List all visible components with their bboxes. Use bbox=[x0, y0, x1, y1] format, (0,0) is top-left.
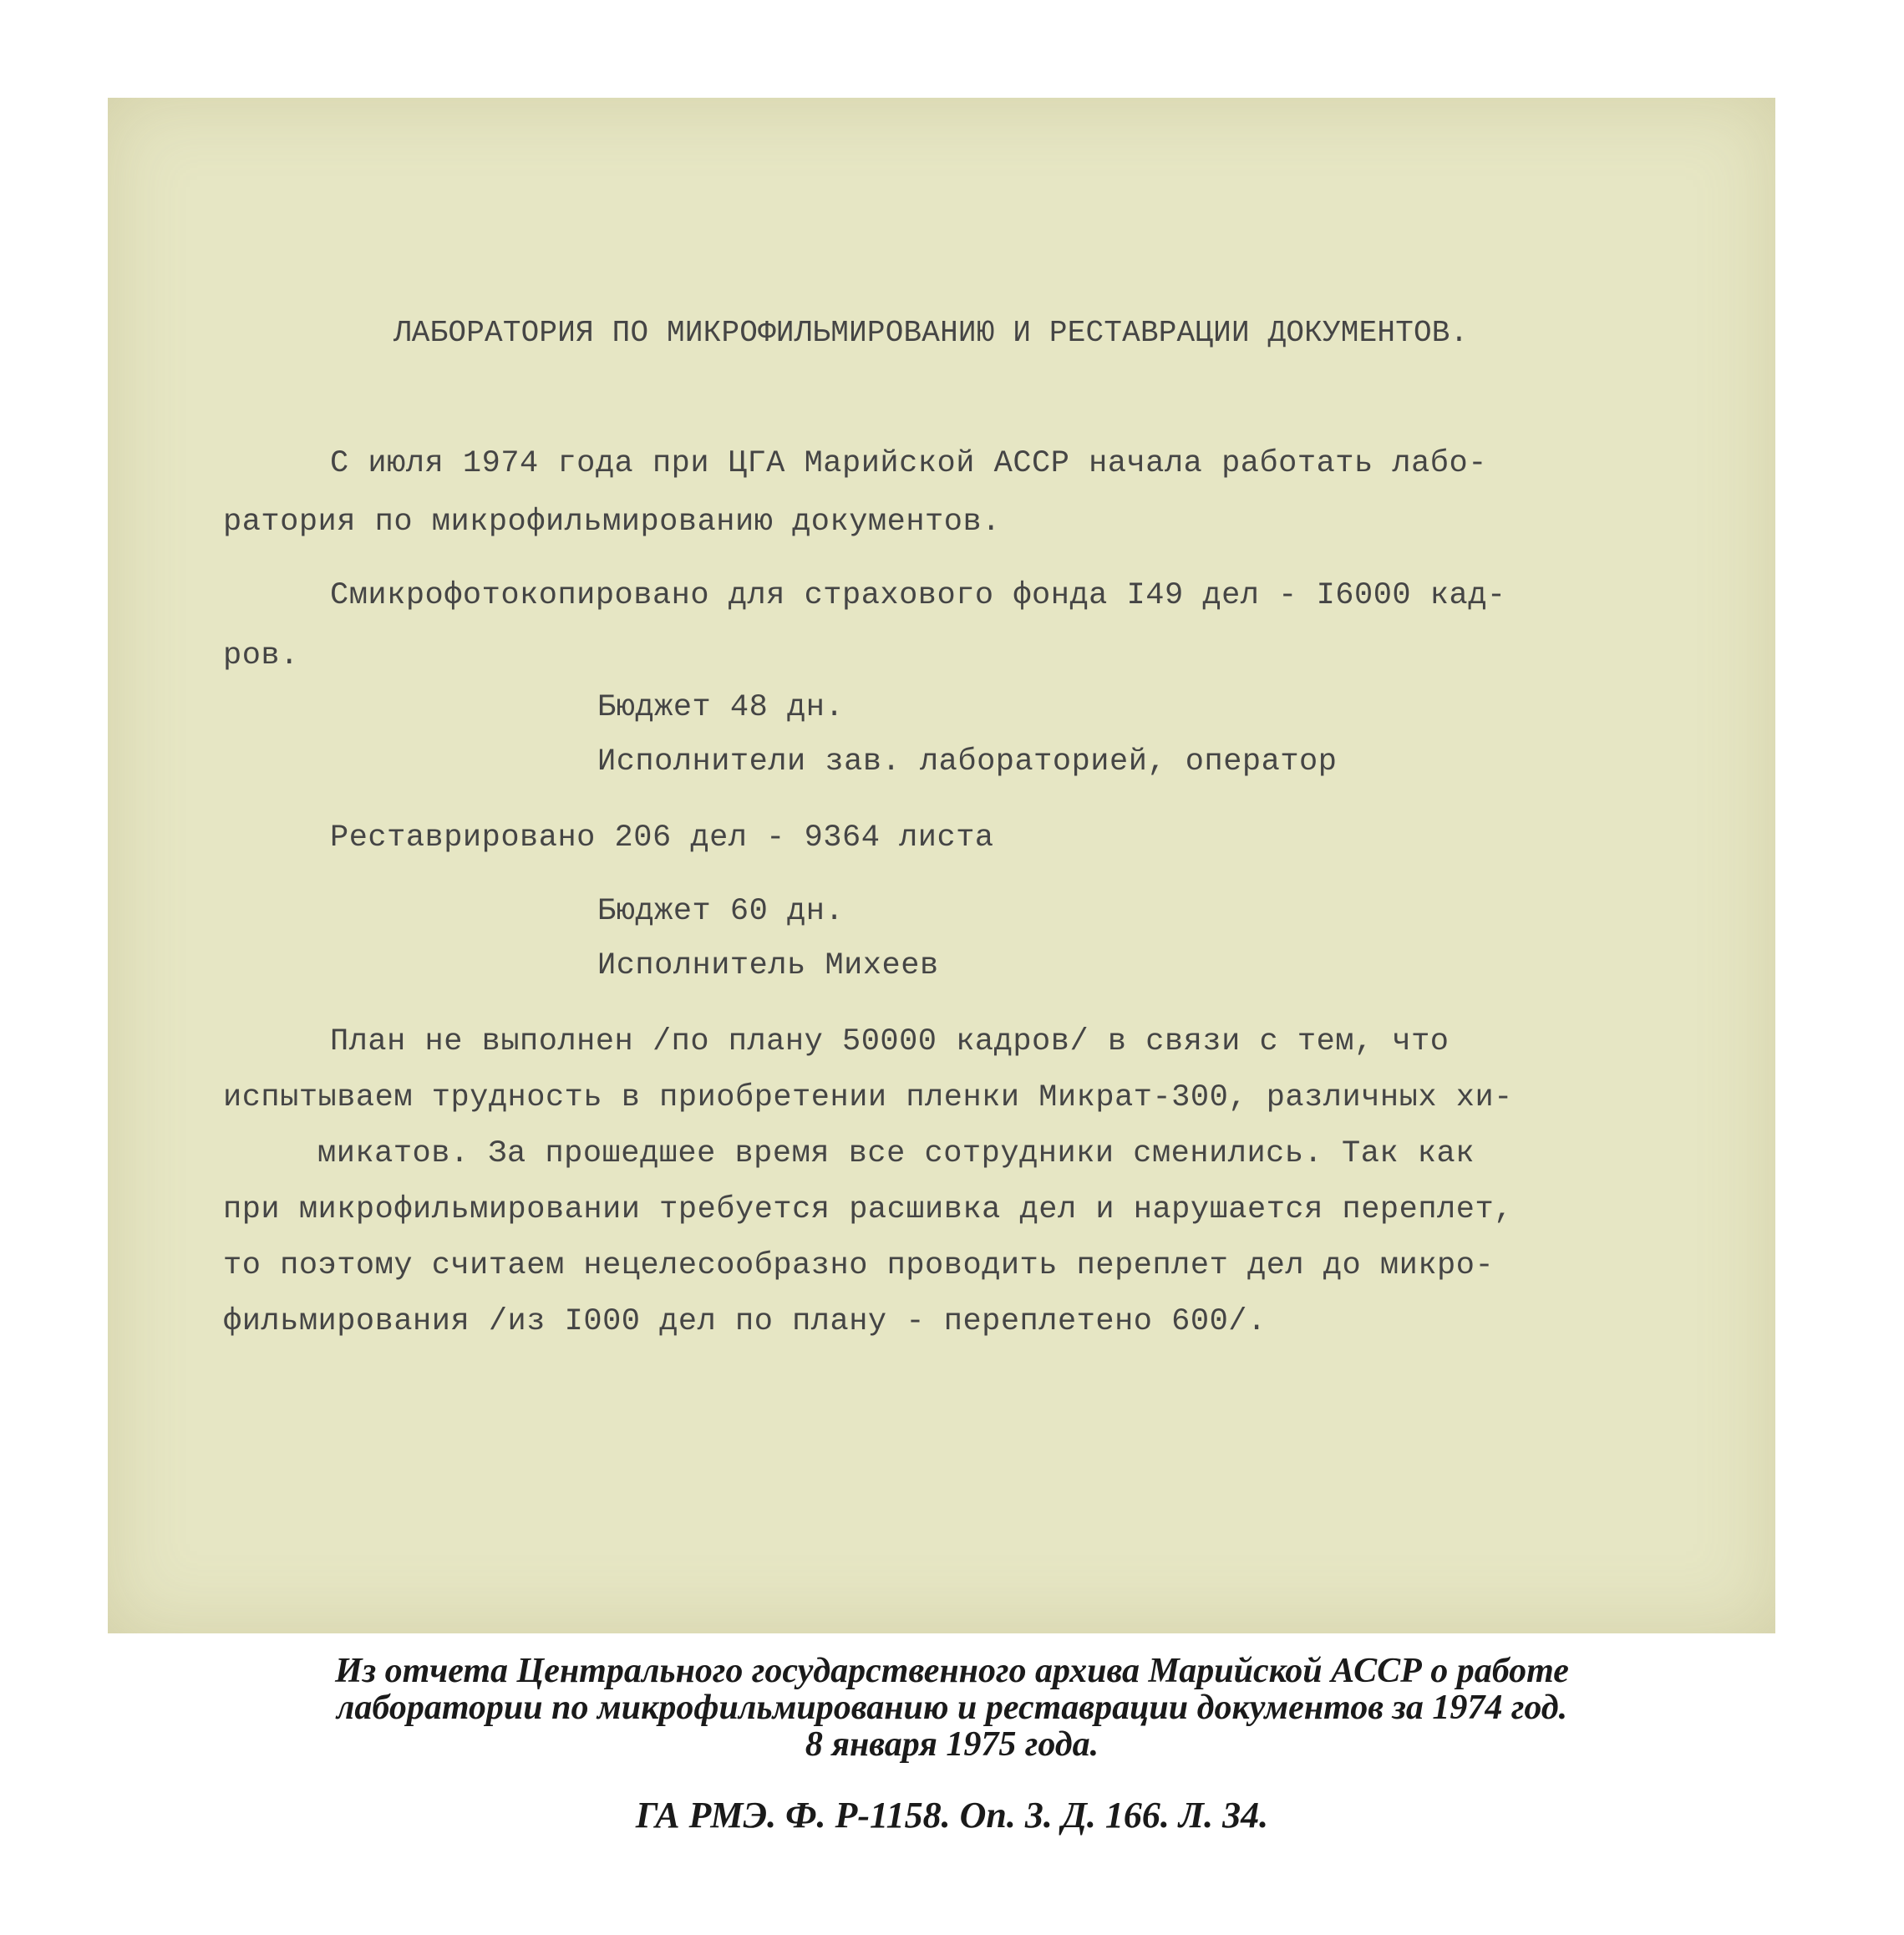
executor-line: Исполнитель Михеев bbox=[597, 948, 939, 983]
text-line: ров. bbox=[223, 638, 299, 673]
text-line: Смикрофотокопировано для страхового фонда I49 дел - I6000 кад- bbox=[330, 578, 1506, 613]
text-line: то поэтому считаем нецелесообразно проводить переплет дел до микро- bbox=[223, 1248, 1495, 1283]
executors-line: Исполнители зав. лабораторией, оператор bbox=[597, 744, 1338, 780]
text-line: фильмирования /из I000 дел по плану - переплетено 600/. bbox=[223, 1304, 1267, 1339]
caption-line: лаборатории по микрофильмированию и реставрации документов за 1974 год. bbox=[336, 1689, 1568, 1727]
caption-date: 8 января 1975 года. bbox=[805, 1725, 1099, 1764]
text-line: микатов. За прошедшее время все сотрудники сменились. Так как bbox=[317, 1136, 1475, 1171]
budget-line: Бюджет 60 дн. bbox=[597, 894, 845, 929]
budget-line: Бюджет 48 дн. bbox=[597, 690, 845, 725]
text-line: План не выполнен /по плану 50000 кадров/ в связи с тем, что bbox=[330, 1024, 1450, 1059]
text-line: испытываем трудность в приобретении пленки Микрат-300, различных хи- bbox=[223, 1080, 1513, 1115]
text-line: при микрофильмировании требуется расшивка дел и нарушается переплет, bbox=[223, 1192, 1513, 1227]
text-line: ратория по микрофильмированию документов. bbox=[223, 505, 1001, 540]
archive-reference: ГА РМЭ. Ф. Р-1158. Оп. 3. Д. 166. Л. 34. bbox=[635, 1795, 1269, 1836]
text-line: Реставрировано 206 дел - 9364 листа bbox=[330, 820, 994, 856]
text-line: С июля 1974 года при ЦГА Марийской АССР начала работать лабо- bbox=[330, 446, 1487, 481]
caption-line: Из отчета Центрального государственного архива Марийской АССР о работе bbox=[335, 1652, 1569, 1690]
document-title: ЛАБОРАТОРИЯ ПО МИКРОФИЛЬМИРОВАНИЮ И РЕСТАВРАЦИИ ДОКУМЕНТОВ. bbox=[393, 316, 1469, 350]
